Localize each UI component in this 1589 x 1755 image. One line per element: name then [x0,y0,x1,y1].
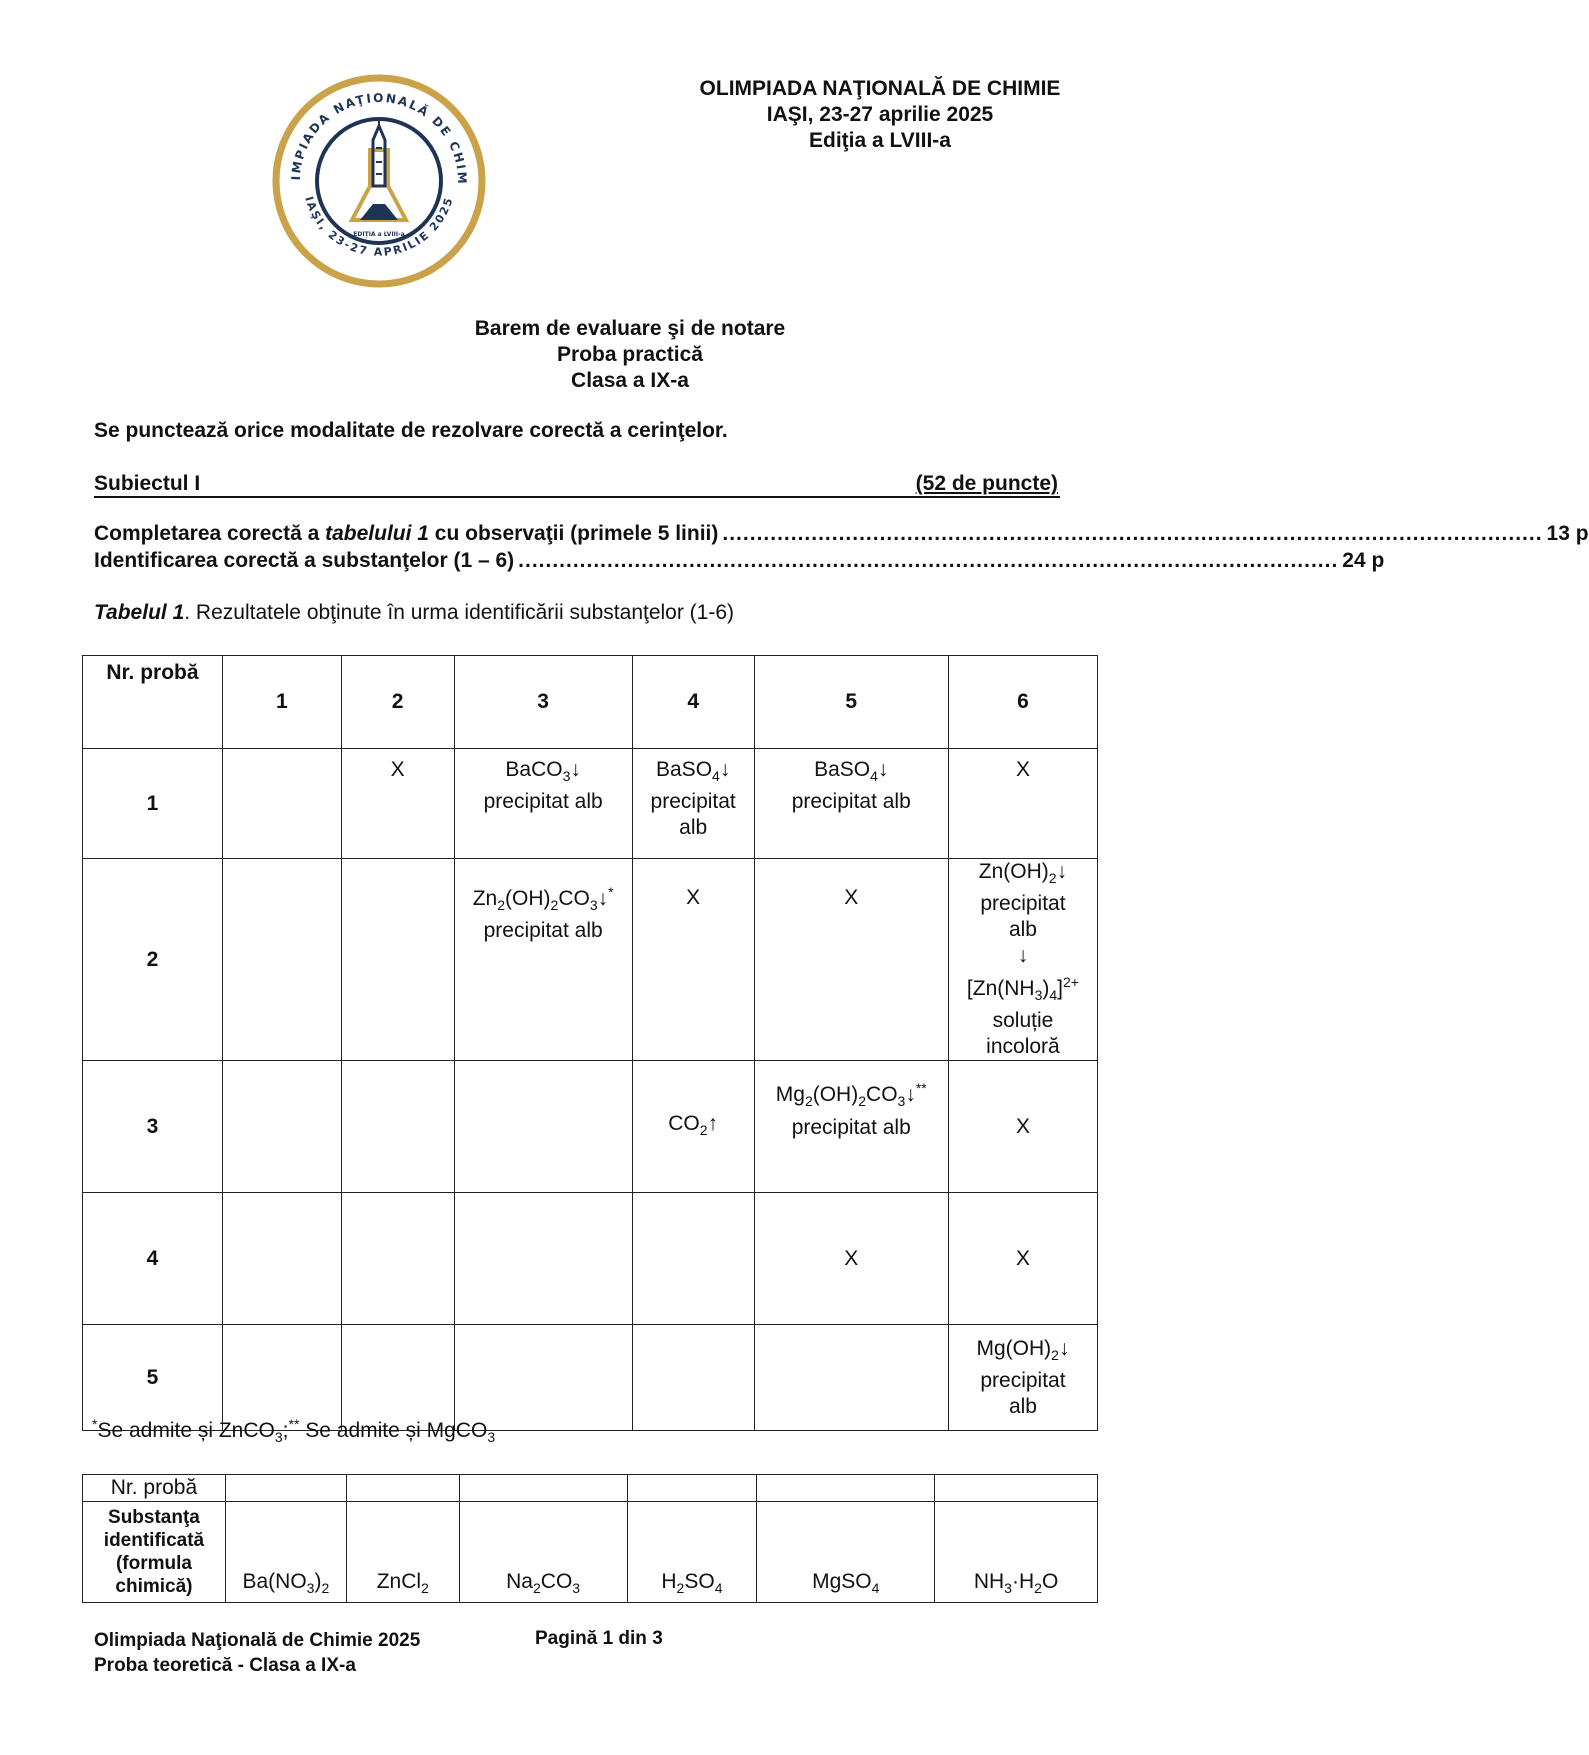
column-header: 3 [454,656,632,749]
precipitate-text: precipitat [980,892,1066,916]
table-cell [935,1475,1098,1502]
table-cell [632,859,754,1061]
formula-cell: $Ba(NO_3)_2$ [225,1502,346,1603]
table-footnote: *Se admite și ZnCO$_3$;** Se admite și MgCO$_3$ [92,1416,496,1446]
olympiad-seal [272,74,486,288]
colorless-text: incoloră [986,1035,1060,1059]
arrow-down-icon: ↓ [1058,1336,1070,1360]
arrow-up-icon: ↑ [707,1111,719,1135]
row-label: Substanţa identificată (formula chimică) [83,1502,226,1603]
footnote-mark: * [608,884,614,900]
table-row [83,1502,1098,1603]
footer-line-2: Proba teoretică - Clasa a IX-a [94,1655,356,1676]
table-row [83,749,1098,859]
arrow-down-icon: ↓ [1056,860,1068,883]
white-text: alb [1008,918,1037,942]
table-cell [627,1475,757,1502]
x-mark: X [844,1246,859,1270]
x-mark: X [390,758,405,781]
title-line-3: Clasa a IX-a [571,369,689,392]
scoring-line-2 [94,549,1385,573]
scoring-line-1 [94,522,1589,546]
table-cell: BaSO$_4$↓ precipitat alb [632,749,754,859]
column-header: 6 [948,656,1097,749]
precipitate-text: precipitat alb [791,1115,911,1139]
column-header: 5 [754,656,948,749]
row-label: Nr. probă [83,1475,226,1502]
table-cell: $CO_2↑$ [632,1061,754,1193]
formula-cell: $Na_2CO_3$ [459,1502,627,1603]
seal-bottom-text: IAŞI, 23-27 APRILIE 2025 [302,194,456,259]
table-cell [222,859,341,1061]
precipitate-text: precipitat [650,790,736,814]
x-mark: X [1015,1246,1030,1270]
table-cell [222,1193,341,1325]
table-cell: BaSO$_4$↓ precipitat alb [754,749,948,859]
table-cell [454,1325,632,1431]
table-row [83,1193,1098,1325]
caption-bold: Tabelul 1 [94,601,185,624]
subject-points: (52 de puncte) [915,472,1058,495]
table-cell: $Zn_2(OH)_2CO_3↓^*$ precipitat alb [454,859,632,1061]
column-header: 1 [222,656,341,749]
subject-label: Subiectul I [94,472,201,495]
x-mark: X [1015,1114,1030,1138]
precipitate-text: precipitat alb [791,790,911,814]
scoring-note: Se punctează orice modalitate de rezolvare corectă a cerinţelor. [94,419,728,442]
table-cell [454,1061,632,1193]
precipitate-text: precipitat alb [483,790,603,814]
arrow-down-icon: ↓ [597,887,609,910]
table-cell [341,859,454,1061]
row-header: 1 [83,749,223,859]
subject-heading [94,472,1060,498]
table-cell [341,1325,454,1431]
table-row [83,1475,1098,1502]
precipitate-text: precipitat alb [483,919,603,943]
scoring-1-text2: cu observaţii (primele 5 linii) [428,522,719,545]
x-mark: X [686,886,701,909]
identification-table [82,1474,1098,1603]
table-cell: $Mg_2(OH)_2CO_3↓^{**}$ precipitat alb [754,1061,948,1193]
white-text: alb [1008,1394,1037,1418]
corner-header: Nr. probă [83,656,223,749]
table-cell [948,1193,1097,1325]
table-cell: $Zn(OH)_2↓$ precipitat alb ↓ $[Zn(NH_3)_4]^{2+}$ soluție incoloră [948,859,1097,1061]
x-mark: X [844,886,859,909]
arrow-down-icon: ↓ [719,758,731,781]
table-cell [632,1193,754,1325]
footer-line-1: Olimpiada Naţională de Chimie 2025 [94,1630,421,1651]
table-cell [948,1061,1097,1193]
seal-top-text: IMPIADA NAŢIONALĂ DE CHIM [288,90,470,186]
row-header: 4 [83,1193,223,1325]
scoring-1-italic: tabelului 1 [325,522,429,545]
table-row [83,1325,1098,1431]
page-number: Pagină 1 din 3 [535,1628,663,1649]
table-cell [948,749,1097,859]
table-cell [754,1325,948,1431]
row-header: 5 [83,1325,223,1431]
scoring-1-text: Completarea corectă a [94,522,326,545]
arrow-down-icon: ↓ [1017,944,1029,968]
table-cell [225,1475,346,1502]
table-cell: BaCO$_3$↓ precipitat alb [454,749,632,859]
scoring-2-text: Identificarea corectă a substanţelor (1 – 6) [94,549,515,572]
formula-cell: ZnCl$_2$ [346,1502,459,1603]
solution-text: soluție [992,1009,1054,1033]
table-cell [754,1193,948,1325]
results-table [82,655,1098,1431]
x-mark: X [1015,758,1030,781]
row-header: 2 [83,859,223,1061]
table-cell [754,859,948,1061]
table-cell [757,1475,935,1502]
table-row [83,859,1098,1061]
olympiad-name: OLIMPIADA NAŢIONALĂ DE CHIMIE [699,77,1061,100]
arrow-down-icon: ↓ [877,758,889,781]
table-cell [346,1475,459,1502]
table-header-row [83,656,1098,749]
document-title [370,316,890,394]
table1-caption [94,601,734,625]
formula-cell: $NH_3\cdot H_2O$ [935,1502,1098,1603]
table-cell [222,1325,341,1431]
edition: Ediţia a LVIII-a [809,129,951,152]
flask-icon [352,118,406,220]
table-cell [341,1193,454,1325]
dot-leader: ........................................................................................................................ [722,522,1543,545]
scoring-1-value: 13 p [1546,522,1589,545]
title-line-2: Proba practică [557,343,703,366]
table-cell [222,749,341,859]
caption-rest: . Rezultatele obţinute în urma identificării substanţelor (1-6) [184,601,735,624]
table-cell [632,1325,754,1431]
table-cell [341,1061,454,1193]
location-date: IAŞI, 23-27 aprilie 2025 [766,103,994,126]
arrow-down-icon: ↓ [570,758,581,781]
scoring-2-value: 24 p [1342,549,1385,572]
table-cell [341,749,454,859]
row-header: 3 [83,1061,223,1193]
table-cell [454,1193,632,1325]
table-row [83,1061,1098,1193]
arrow-down-icon: ↓ [905,1083,916,1107]
white-text: alb [679,816,708,840]
table-cell [222,1061,341,1193]
formula-cell: MgSO$_4$ [757,1502,935,1603]
footer [94,1628,420,1678]
precipitate-text: precipitat [980,1368,1066,1392]
document-header [660,76,1100,154]
dot-leader: ........................................................................................................................ [518,549,1339,572]
column-header: 2 [341,656,454,749]
column-header: 4 [632,656,754,749]
table-cell: $Mg(OH)_2↓$ precipitat alb [948,1325,1097,1431]
footnote-mark: ** [915,1080,927,1097]
formula-cell: $H_2SO_4$ [627,1502,757,1603]
seal-center-text: EDIŢIA a LVIII-a [353,231,405,238]
table-cell [459,1475,627,1502]
title-line-1: Barem de evaluare şi de notare [474,317,786,340]
